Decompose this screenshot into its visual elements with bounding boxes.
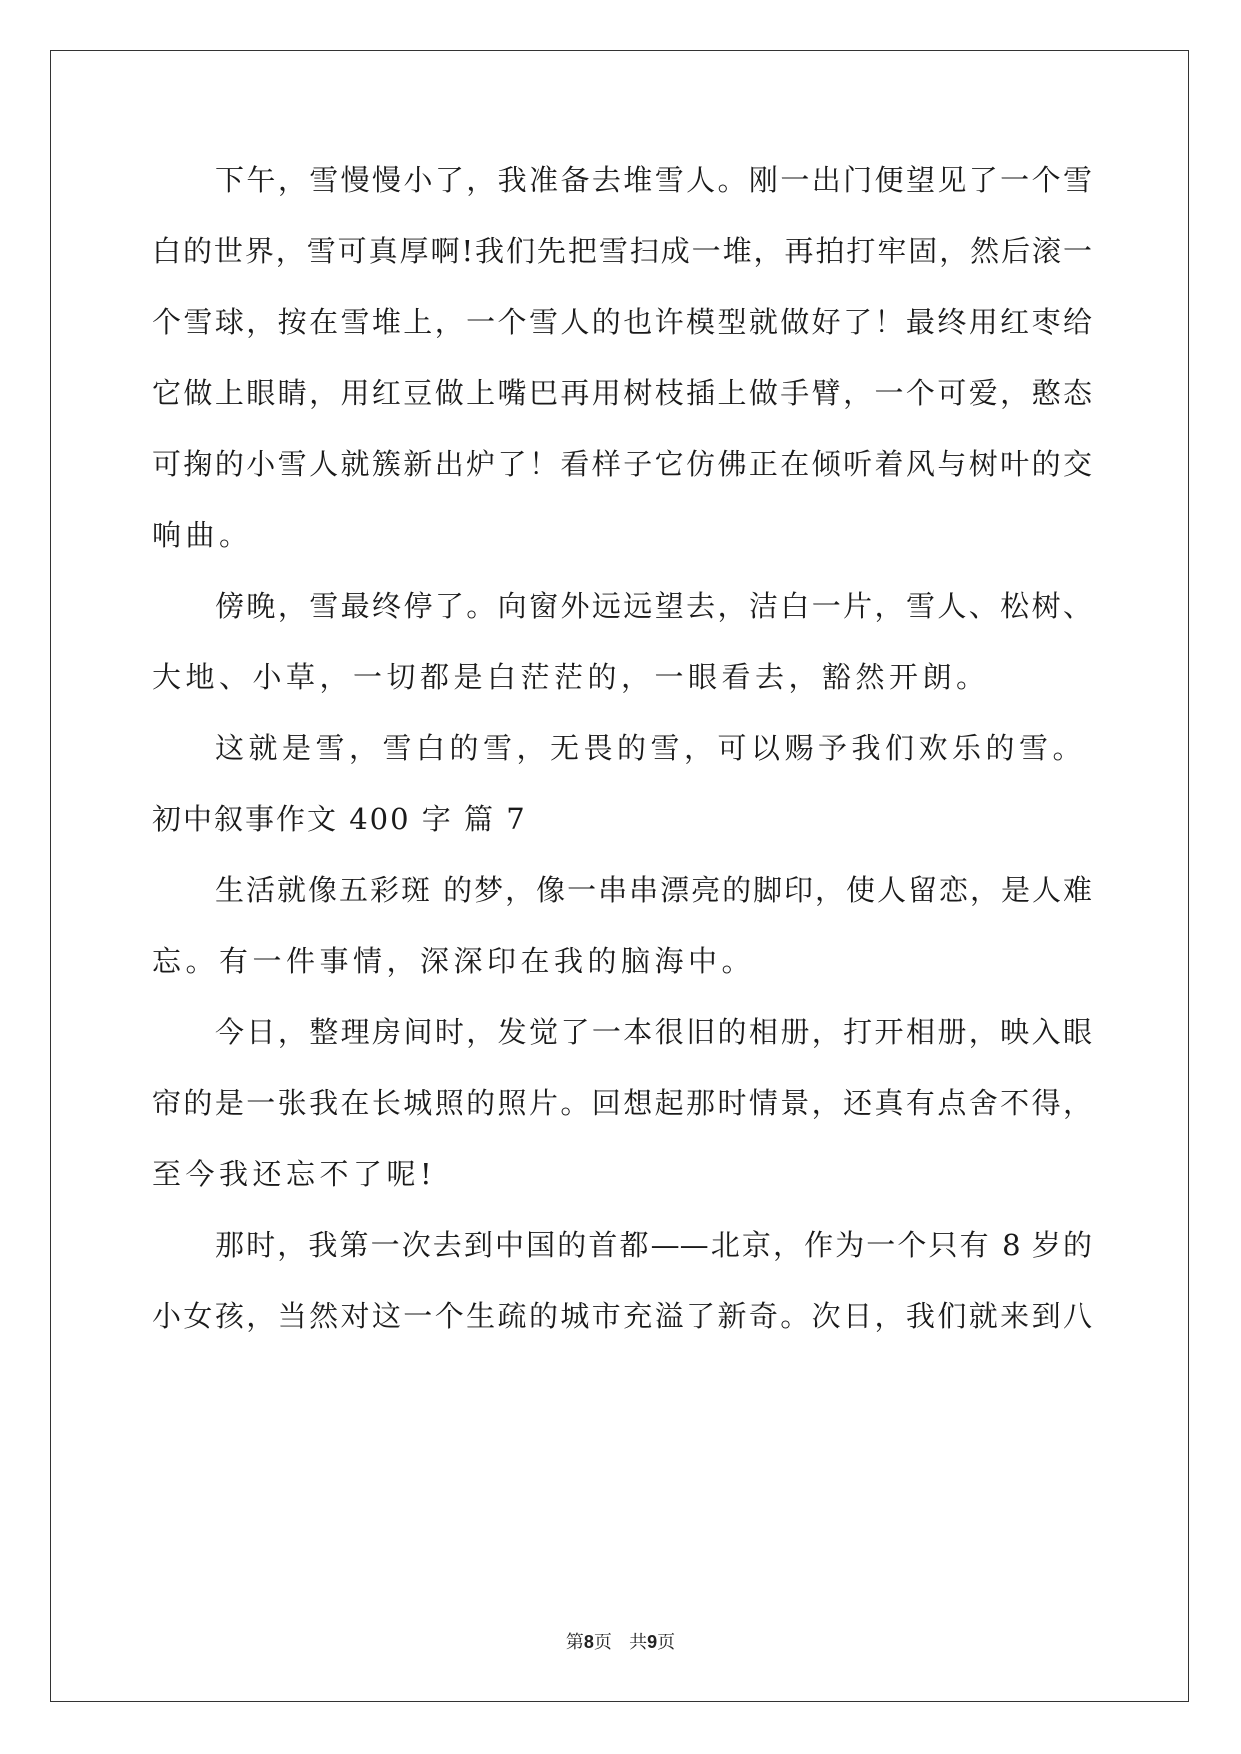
page-prefix: 第 [565,1632,584,1653]
paragraph-line: 小女孩，当然对这一个生疏的城市充溢了新奇。次日，我们就来到八 [152,1299,1092,1333]
paragraph-line: 白的世界，雪可真厚啊!我们先把雪扫成一堆，再拍打牢固，然后滚一 [152,234,1092,268]
paragraph-line: 大地、小草，一切都是白茫茫的，一眼看去，豁然开朗。 [152,660,990,694]
total-page-number: 9 [647,1632,658,1652]
page-mid: 页 共 [593,1632,648,1653]
paragraph-line: 至今我还忘不了呢! [152,1157,437,1191]
paragraph-line: 可掬的小雪人就簇新出炉了！看样子它仿佛正在倾听着风与树叶的交 [152,447,1092,481]
paragraph-line: 今日，整理房间时，发觉了一本很旧的相册，打开相册，映入眼 [215,1015,1092,1049]
section-heading: 初中叙事作文 400 字 篇 7 [152,802,527,836]
paragraph-line: 忘。有一件事情，深深印在我的脑海中。 [152,944,756,978]
paragraph-line: 帘的是一张我在长城照的照片。回想起那时情景，还真有点舍不得， [152,1086,1092,1120]
paragraph-line: 响曲。 [152,518,253,552]
current-page-number: 8 [583,1632,594,1652]
paragraph-line: 生活就像五彩斑 的梦，像一串串漂亮的脚印，使人留恋，是人难 [215,873,1092,907]
paragraph-line: 傍晚，雪最终停了。向窗外远远望去，洁白一片，雪人、松树、 [215,589,1092,623]
paragraph-line: 个雪球，按在雪堆上，一个雪人的也许模型就做好了！最终用红枣给 [152,305,1092,339]
paragraph-line: 那时，我第一次去到中国的首都——北京，作为一个只有 8 岁的 [215,1228,1092,1262]
page-number-footer [0,1630,1241,1655]
paragraph-line: 它做上眼睛，用红豆做上嘴巴再用树枝插上做手臂，一个可爱，憨态 [152,376,1092,410]
paragraph-line: 这就是雪，雪白的雪，无畏的雪，可以赐予我们欢乐的雪。 [215,731,1087,765]
paragraph-line: 下午，雪慢慢小了，我准备去堆雪人。刚一出门便望见了一个雪 [215,163,1092,197]
page-suffix: 页 [657,1632,676,1653]
